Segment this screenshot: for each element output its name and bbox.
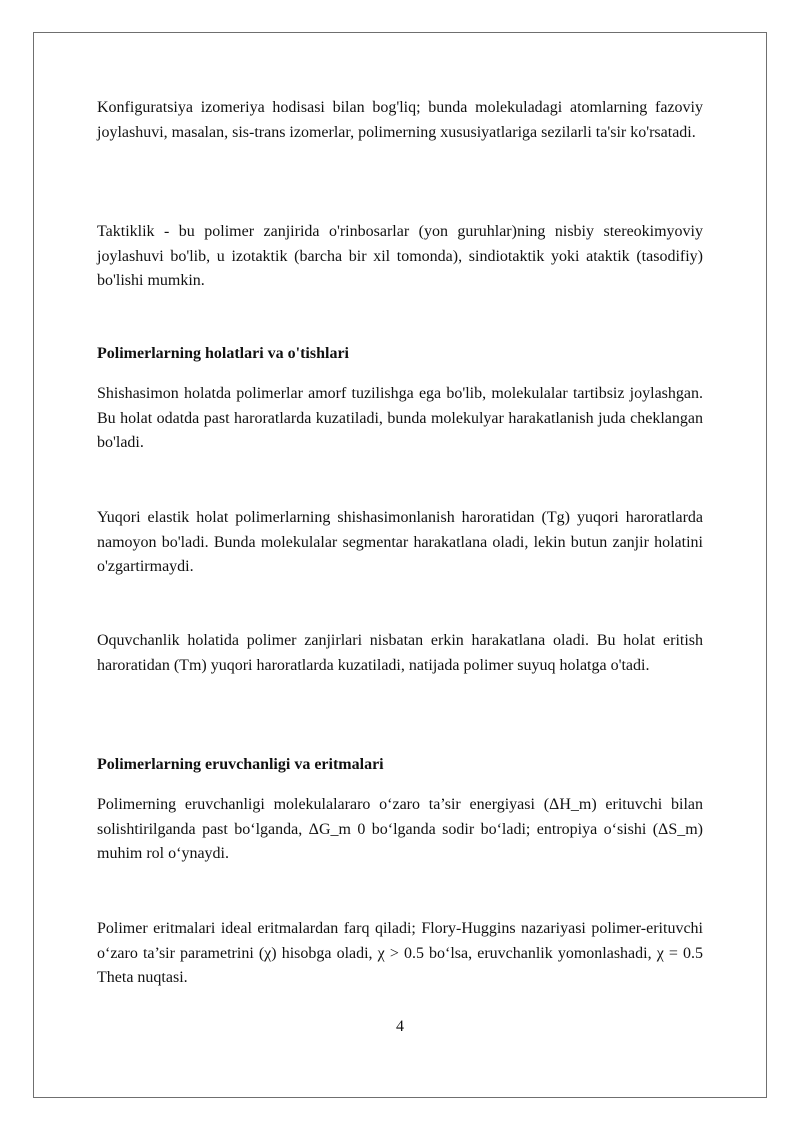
paragraph-high-elastic-state: Yuqori elastik holat polimerlarning shishasimonlanish haroratidan (Tg) yuqori haroratlarda namoyon bo'ladi. Bunda molekulalar segmentar harakatlana oladi, lekin butun zanjir holatini o'zgartirmaydi.: [97, 509, 703, 575]
page-number: 4: [396, 1018, 404, 1035]
paragraph-configuration-isomerism: Konfiguratsiya izomeriya hodisasi bilan bog'liq; bunda molekuladagi atomlarning fazoviy joylashuvi, masalan, sis-trans izomerlar, polimerning xususiyatlariga sezilarli ta'sir ko'rsatadi.: [97, 99, 703, 141]
paragraph-glassy-state: Shishasimon holatda polimerlar amorf tuzilishga ega bo'lib, molekulalar tartibsiz joylashgan. Bu holat odatda past haroratlarda kuzatiladi, bunda molekulyar harakatlanish juda cheklangan bo'ladi.: [97, 385, 703, 451]
section-heading-states: Polimerlarning holatlari va o'tishlari: [97, 345, 349, 362]
paragraph-tacticity: Taktiklik - bu polimer zanjirida o'rinbosarlar (yon guruhlar)ning nisbiy stereokimyoviy joylashuvi bo'lib, u izotaktik (barcha bir xil tomonda), sindiotaktik yoki ataktik (tasodifiy) bo'lishi mumkin.: [97, 223, 703, 289]
paragraph-viscous-flow-state: Oquvchanlik holatida polimer zanjirlari nisbatan erkin harakatlana oladi. Bu holat eritish haroratidan (Tm) yuqori haroratlarda kuzatiladi, natijada polimer suyuq holatga o'tadi.: [97, 632, 703, 674]
paragraph-polymer-solutions: Polimer eritmalari ideal eritmalardan farq qiladi; Flory-Huggins nazariyasi polimer-erituvchi o‘zaro ta’sir parametrini (χ) hisobga oladi, χ > 0.5 bo‘lsa, eruvchanlik yomonlashadi, χ = 0.5 Theta nuqtasi.: [97, 920, 703, 986]
paragraph-solubility: Polimerning eruvchanligi molekulalararo o‘zaro ta’sir energiyasi (ΔH_m) erituvchi bilan solishtirilganda past bo‘lganda, ΔG_m 0 bo‘lganda sodir bo‘ladi; entropiya o‘sishi (ΔS_m) muhim rol o‘ynaydi.: [97, 796, 703, 862]
section-heading-solubility: Polimerlarning eruvchanligi va eritmalari: [97, 756, 384, 773]
